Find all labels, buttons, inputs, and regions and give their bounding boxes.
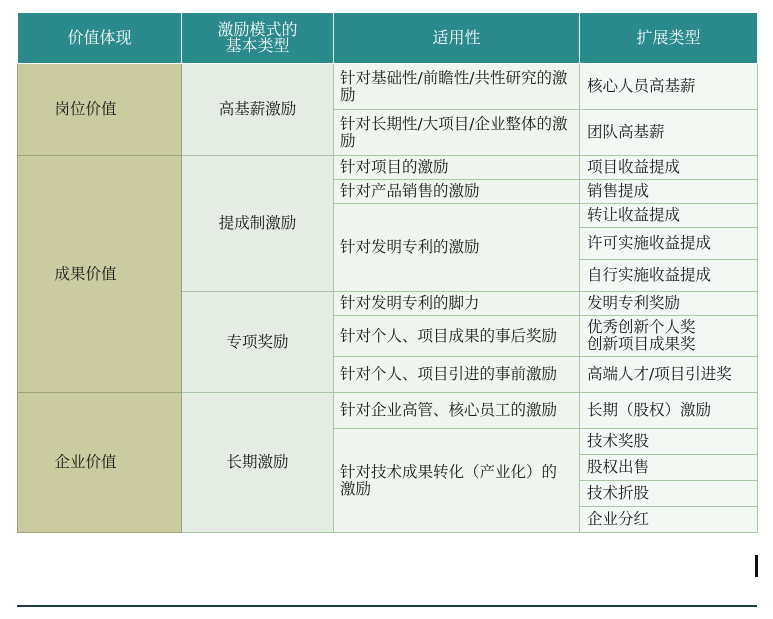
value-cell: 成果价值 bbox=[18, 156, 182, 393]
applicability-cell: 针对发明专利的激励 bbox=[334, 204, 580, 292]
applicability-cell: 针对发明专利的脚力 bbox=[334, 292, 580, 316]
table-body bbox=[18, 64, 758, 533]
extension-cell: 技术折股 bbox=[580, 481, 758, 507]
value-cell: 岗位价值 bbox=[18, 64, 182, 156]
header-row bbox=[18, 13, 758, 64]
table-row bbox=[18, 393, 758, 429]
type-cell: 提成制激励 bbox=[182, 156, 334, 292]
edge-mark bbox=[755, 555, 758, 577]
applicability-cell: 针对技术成果转化（产业化）的激励 bbox=[334, 429, 580, 533]
header-value: 价值体现 bbox=[18, 13, 182, 64]
extension-cell: 技术奖股 bbox=[580, 429, 758, 455]
extension-cell: 团队高基薪 bbox=[580, 110, 758, 156]
table-row bbox=[18, 64, 758, 110]
extension-cell: 企业分红 bbox=[580, 507, 758, 533]
applicability-cell: 针对企业高管、核心员工的激励 bbox=[334, 393, 580, 429]
extension-cell: 许可实施收益提成 bbox=[580, 228, 758, 260]
extension-cell: 自行实施收益提成 bbox=[580, 260, 758, 292]
extension-cell: 高端人才/项目引进奖 bbox=[580, 357, 758, 393]
extension-cell: 发明专利奖励 bbox=[580, 292, 758, 316]
extension-cell: 转让收益提成 bbox=[580, 204, 758, 228]
header-type: 激励模式的 基本类型 bbox=[182, 13, 334, 64]
incentive-table bbox=[17, 12, 758, 533]
type-cell: 长期激励 bbox=[182, 393, 334, 533]
header-applicability: 适用性 bbox=[334, 13, 580, 64]
table-bottom-edge bbox=[17, 605, 757, 607]
header-extension: 扩展类型 bbox=[580, 13, 758, 64]
applicability-cell: 针对项目的激励 bbox=[334, 156, 580, 180]
value-cell: 企业价值 bbox=[18, 393, 182, 533]
extension-cell: 股权出售 bbox=[580, 455, 758, 481]
extension-cell: 核心人员高基薪 bbox=[580, 64, 758, 110]
extension-cell: 项目收益提成 bbox=[580, 156, 758, 180]
table-row bbox=[18, 156, 758, 180]
applicability-cell: 针对基础性/前瞻性/共性研究的激励 bbox=[334, 64, 580, 110]
type-cell: 高基薪激励 bbox=[182, 64, 334, 156]
applicability-cell: 针对长期性/大项目/企业整体的激励 bbox=[334, 110, 580, 156]
applicability-cell: 针对个人、项目成果的事后奖励 bbox=[334, 316, 580, 357]
extension-cell: 优秀创新个人奖 创新项目成果奖 bbox=[580, 316, 758, 357]
extension-cell: 长期（股权）激励 bbox=[580, 393, 758, 429]
extension-cell: 销售提成 bbox=[580, 180, 758, 204]
applicability-cell: 针对产品销售的激励 bbox=[334, 180, 580, 204]
type-cell: 专项奖励 bbox=[182, 292, 334, 393]
table-container bbox=[17, 12, 757, 533]
applicability-cell: 针对个人、项目引进的事前激励 bbox=[334, 357, 580, 393]
